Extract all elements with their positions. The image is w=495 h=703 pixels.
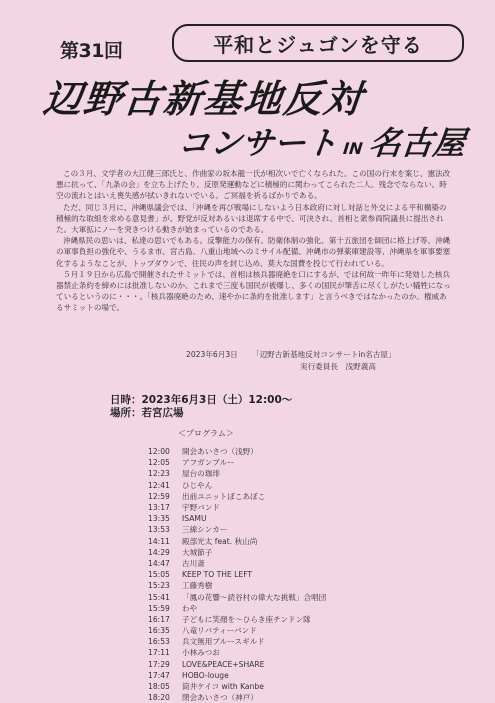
program-name: 子どもに笑顔を～ひらき座チンドン隊 — [182, 614, 311, 624]
statement-paragraph: この３月、文学者の大江健三郎氏と、作曲家の坂本龍一氏が相次いで亡くなられた。この国の行末を案じ、憲法改悪に抗って、「九条の会」を立ち上げたり、反原発運動などに積極的に関わってこられた二人。残念でならない。時空の流れとはいえ喪失感が拭いきれないでいる。ご冥福を祈るばかりである。 — [56, 169, 451, 201]
program-name: 三線シンカー — [182, 525, 228, 535]
program-name: 「鳳の花響～読谷村の偉大な挑戦」合唱団 — [182, 592, 327, 602]
program-row — [148, 457, 326, 468]
program-name: 古川斎 — [182, 558, 205, 568]
program-row — [148, 625, 326, 636]
program-time: 16:53 — [148, 637, 170, 647]
program-row — [148, 591, 326, 602]
program-name: アフガンブルー — [182, 458, 235, 468]
program-name: 工藤秀樹 — [182, 581, 213, 591]
edition-label: 第31回 — [60, 40, 123, 62]
program-time: 17:11 — [148, 648, 170, 658]
program-time: 18:20 — [148, 693, 170, 703]
statement-paragraph: ただ、同じ３月に、沖縄県議会では、「沖縄を再び戦場にしないよう日本政府に対し対話と外交による平和構築の積極的な取組を求める意見書」が、野党が反対あるいは退席する中で、可決され、首相と衆参両院議長に提出された。大軍拡にノーを突きつける動きが始まっているのである。 — [56, 202, 447, 235]
program-row — [148, 513, 326, 524]
title-concert: コンサート — [175, 124, 340, 162]
program-name: ひじやん — [182, 480, 213, 490]
title-in: IN — [342, 139, 364, 158]
program-time: 17:29 — [148, 659, 170, 669]
event-venue: 場所：若宮広場 — [110, 407, 184, 419]
program-row — [148, 659, 326, 670]
slogan-text: 平和とジュゴンを守る — [213, 32, 423, 57]
main-title-line1: 辺野古新基地反対 — [41, 77, 366, 121]
program-row — [148, 636, 326, 647]
program-row — [148, 536, 326, 547]
program-row — [148, 692, 326, 703]
program-name: KEEP TO THE LEFT — [182, 570, 253, 580]
program-row — [148, 670, 326, 681]
program-row — [148, 569, 326, 580]
program-time: 12:23 — [148, 469, 170, 479]
program-name: 出前ユニットぼこあぼこ — [182, 491, 266, 501]
program-time: 14:47 — [148, 558, 170, 568]
program-row — [148, 547, 326, 558]
program-list — [148, 446, 326, 703]
program-heading: ＜プログラム＞ — [178, 429, 234, 438]
slogan-box — [172, 24, 464, 62]
program-time: 13:53 — [148, 525, 170, 535]
statement-body — [56, 168, 451, 314]
program-row — [148, 647, 326, 658]
program-name: 宇野バンド — [182, 503, 220, 513]
event-info — [110, 394, 292, 420]
program-name: 八竜リバティーバンド — [182, 626, 257, 636]
program-name: 大城節子 — [182, 547, 213, 557]
program-name: 小林みつお — [182, 648, 220, 658]
main-title-line2 — [176, 118, 468, 164]
statement-organizer: 「辺野古新基地反対コンサートin名古屋」 — [252, 350, 396, 359]
program-row — [148, 468, 326, 479]
program-time: 17:47 — [148, 670, 170, 680]
program-time: 12:05 — [148, 458, 170, 468]
program-name: わや — [182, 603, 198, 613]
program-time: 13:17 — [148, 503, 170, 513]
program-row — [148, 614, 326, 625]
program-name: 開会あいさつ（浅野） — [182, 447, 258, 457]
program-row — [148, 681, 326, 692]
program-name: LOVE&PEACE+SHARE — [182, 659, 265, 669]
program-time: 15:23 — [148, 581, 170, 591]
program-time: 15:05 — [148, 570, 170, 580]
program-row — [148, 480, 326, 491]
program-row — [148, 524, 326, 535]
program-name: HOBO-louge — [182, 670, 229, 680]
statement-paragraph: 沖縄県民の思いは、私達の思いでもある。反撃能力の保有、防衛体制の強化、第十五旅団を師団に格上げ等、沖縄の軍事負担の強化や、うるま市、宮古島、八重山地域へのミサイル配備、沖縄市の弾薬庫建設等、沖縄県を軍事要塞化するようなことが、トップダウンで、住民の声を封じ込め、莫大な国費を投じて行われている。 — [56, 236, 451, 268]
program-time: 16:17 — [148, 614, 170, 624]
program-name: ISAMU — [182, 514, 207, 524]
program-time: 12:41 — [148, 480, 170, 490]
event-datetime: 日時：2023年6月3日（土）12:00～ — [110, 394, 293, 406]
program-row — [148, 558, 326, 569]
statement-representative: 実行委員長 浅野義高 — [300, 362, 376, 371]
program-name: 兵文無用ブルースギルド — [182, 637, 265, 647]
program-row — [148, 502, 326, 513]
program-name: 筒井ケイコ with Kanbe — [182, 682, 264, 692]
statement-paragraph: ５月１９日から広島で開催されたサミットでは、首相は核兵器廃絶を口にするが、では何故一昨年に発効した核兵器禁止条約を締めには批准しないのか、これまで三度も国民が被爆し、多くの国民が筆舌に尽くしがたい犠牲になっているというのに・・・。「核兵器廃絶のため、速やかに条約を批准します」と言うべきではなかったのか。権威あるサミットの場で。 — [56, 269, 451, 313]
program-row — [148, 580, 326, 591]
program-time: 15:59 — [148, 603, 170, 613]
program-time: 18:05 — [148, 682, 170, 692]
program-row — [148, 603, 326, 614]
program-name: 閉会あいさつ（神戸） — [182, 693, 258, 703]
program-name: 屋台の珈琲 — [182, 469, 220, 479]
program-time: 14:11 — [148, 536, 170, 546]
program-time: 15:41 — [148, 592, 170, 602]
program-row — [148, 446, 326, 457]
program-time: 14:29 — [148, 547, 170, 557]
program-time: 12:59 — [148, 491, 170, 501]
program-time: 16:35 — [148, 626, 170, 636]
program-time: 12:00 — [148, 447, 170, 457]
program-row — [148, 491, 326, 502]
title-nagoya: 名古屋 — [367, 124, 468, 162]
program-time: 13:35 — [148, 514, 170, 524]
program-name: 殿部光太 feat. 秋山尚 — [182, 536, 258, 546]
statement-date: 2023年6月3日 — [186, 350, 238, 359]
